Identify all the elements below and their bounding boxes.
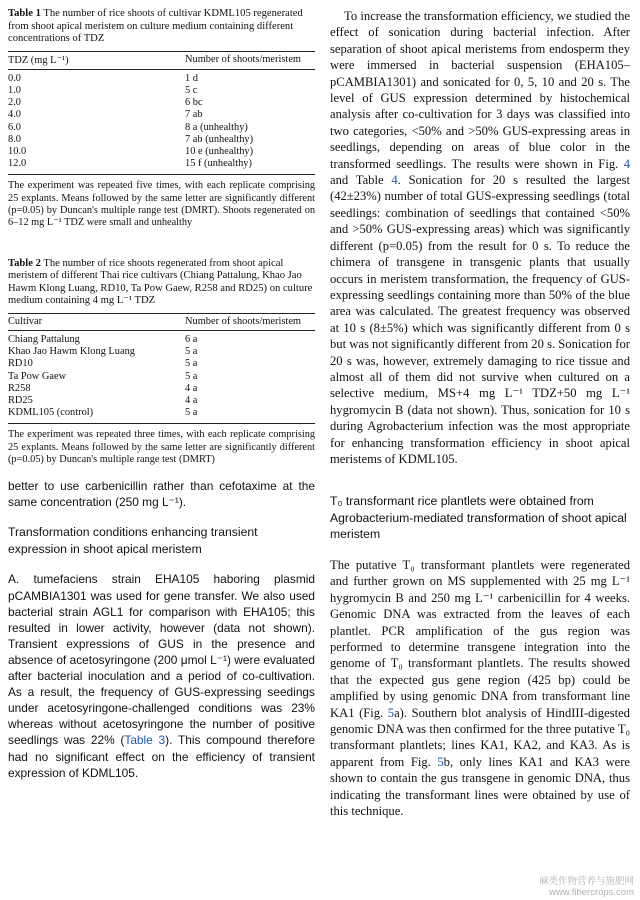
table-row: Khao Jao Hawm Klong Luang 5 a <box>8 346 198 358</box>
section-heading-t0-plantlets: T₀ transformant rice plantlets were obtained from Agrobacterium-mediated transformation of shoot apical meristem <box>330 494 627 542</box>
table2-header-shoots: Number of shoots/meristem <box>185 313 315 330</box>
table2-block <box>8 258 315 467</box>
table1-header-tdz: TDZ (mg L⁻¹) <box>8 51 185 69</box>
table-row: 4.0 7 ab <box>8 109 203 121</box>
table2-caption-label: Table 2 <box>8 257 41 269</box>
table2 <box>8 313 315 424</box>
fig5b-link[interactable]: 5 <box>437 754 444 769</box>
table-row: Chiang Pattalung 6 a <box>8 333 198 345</box>
section-heading-transformation-conditions: Transformation conditions enhancing transient expression in shoot apical meristem <box>8 525 258 556</box>
table1 <box>8 51 315 176</box>
table-row: 1.0 5 c <box>8 84 198 96</box>
table-row: 10.0 10 e (unhealthy) <box>8 146 254 157</box>
left-column <box>8 8 315 781</box>
table3-link[interactable]: Table 3 <box>124 733 166 748</box>
left-paragraph-main: A. tumefaciens strain EHA105 haboring plasmid pCAMBIA1301 was used for gene transfer. We also used bacterial strain AGL1 for comparison with EHA105; this resulted in lower activity, however (data not shown). Transient expressions of GUS in the presence and absence of acetosyringone (200 μmol L⁻¹) were evaluated after bacterial inoculation and a period of co-cultivation. As a result, the frequency of GUS-expressing seedings under acetosyringone-challenged conditions was 23% whereas without acetosyringone the number of positive seedlings was 22% (Table 3). This compound therefore had no significant effect on the efficiency of transient expression of KDML105. <box>8 572 316 780</box>
fig4-link[interactable]: 4 <box>623 156 630 171</box>
table-row: 6.0 8 a (unhealthy) <box>8 121 248 133</box>
table-row: RD10 5 a <box>8 358 198 370</box>
table2-caption-text: The number of rice shoots regenerated from shoot apical meristem of different Thai rice cultivars (Chiang Pattalung, Khao Jao Hawm Klong Luang, RD10, Ta Pow Gaew, R258 and RD25) on culture medium containing 4 mg L⁻¹ TDZ <box>8 257 313 307</box>
right-paragraph-sonication: To increase the transformation efficiency, we studied the effect of sonication during bacterial infection. After separation of shoot apical meristems from endosperm they were immersed in bacterial suspension (EHA105–pCAMBIA1301) and sonicated for 0, 5, 10 and 20 s. The level of GUS expression determined by histochemical analysis after co-cultivation for 3 days was classified into two categories, <50% and >50% GUS-expressing areas in seedlings, depending on areas of blue color in the transformed seedlings. The results were shown in Fig. 4 and Table 4. Sonication for 20 s resulted the largest (42±23%) number of total GUS-expressing seedlings (total seedlings: combination of seedlings that contained <50% and >50% GUS-expressing areas) which was significantly different (p=0.05) from the result for 0 s. To reduce the chimera of transgene in transgenic plants that usually occurs in meristem transformation, the frequency of GUS-expressing seedlings containing more than 50% of the blue area was calculated. The greatest frequency was observed at 10 s (8±5%) which was significantly different from 0 s but was not significantly different from 20 s. Sonication for 20 s was, however, extremely damaging to rice tissue and almost all of them did not survive when cultured on a selective medium, MS+4 mg L⁻¹ TDZ+50 mg L⁻¹ hygromycin B (data not shown). Thus, sonication for 10 s during Agrobacterium infection was the most appropriate for enhancing transformation efficiency in shoot apical meristems of KDML105. <box>330 9 631 466</box>
table2-note: The experiment was repeated three times, with each replicate comprising 25 explants. Means followed by the same letter are significantly different (p=0.05) by Duncan's multiple range test (DMRT) <box>8 429 315 465</box>
table-row: R258 4 a <box>8 382 198 394</box>
table-row: 2.0 6 bc <box>8 97 203 109</box>
table1-caption-text: The number of rice shoots of cultivar KDML105 regenerated from shoot apical meristem on culture medium containing different concentrations of TDZ <box>8 8 303 45</box>
fig5a-link[interactable]: 5 <box>387 705 395 720</box>
watermark-line-1: 麻类作物营养与施肥网 <box>538 876 634 887</box>
table1-block <box>8 8 315 230</box>
table-row: RD25 4 a <box>8 394 198 406</box>
table2-header-cultivar: Cultivar <box>8 313 185 330</box>
table1-caption <box>8 8 315 46</box>
table-row: KDML105 (control) 5 a <box>8 407 315 424</box>
table1-caption-label: Table 1 <box>8 8 41 19</box>
table-row: 8.0 7 ab (unhealthy) <box>8 133 254 145</box>
right-column <box>330 8 630 819</box>
right-paragraph-t0: The putative T₀ transformant plantlets were regenerated and further grown on MS supplemented with 25 mg L⁻¹ hygromycin B and 250 mg L⁻¹ carbenicillin for 4 weeks. Genomic DNA was extracted from the leaves of each plantlet. PCR amplification of the gus region was performed to determine transgene integration into the genome of T₀ transformant plantlets. The results showed that the expected gus gene region (425 bp) could be amplified by using genomic DNA from transformant line KA1 (Fig. 5a). Southern blot analysis of HindIII-digested genomic DNA was then confirmed for the three putative T₀ transformant plantlets; lines KA1, KA2, and KA3. As is apparent from Fig. 5b, only lines KA1 and KA3 were shown to contain the gus transgene in genomic DNA, thus indicating the transformant lines were obtained by use of this technique. <box>330 557 630 818</box>
table2-caption <box>8 258 315 308</box>
watermark <box>539 876 634 898</box>
table-row: 0.0 1 d <box>8 72 198 84</box>
table-row: 12.0 15 f (unhealthy) <box>8 158 315 175</box>
watermark-line-2: www.fibercrops.com <box>549 887 634 898</box>
table-row: Ta Pow Gaew 5 a <box>8 370 198 382</box>
table1-header-shoots: Number of shoots/meristem <box>185 51 315 69</box>
table4-link[interactable]: 4 <box>391 173 398 188</box>
left-paragraph-continued: better to use carbenicillin rather than cefotaxime at the same concentration (250 mg L⁻¹). <box>8 479 315 510</box>
table1-note: The experiment was repeated five times, with each replicate comprising 25 explants. Means followed by the same letter are significantly different (p=0.05) by Duncan's multiple range test (DMRT). Shoots regenerated on 6–12 mg L⁻¹ TDZ were small and unhealthy <box>8 180 315 229</box>
